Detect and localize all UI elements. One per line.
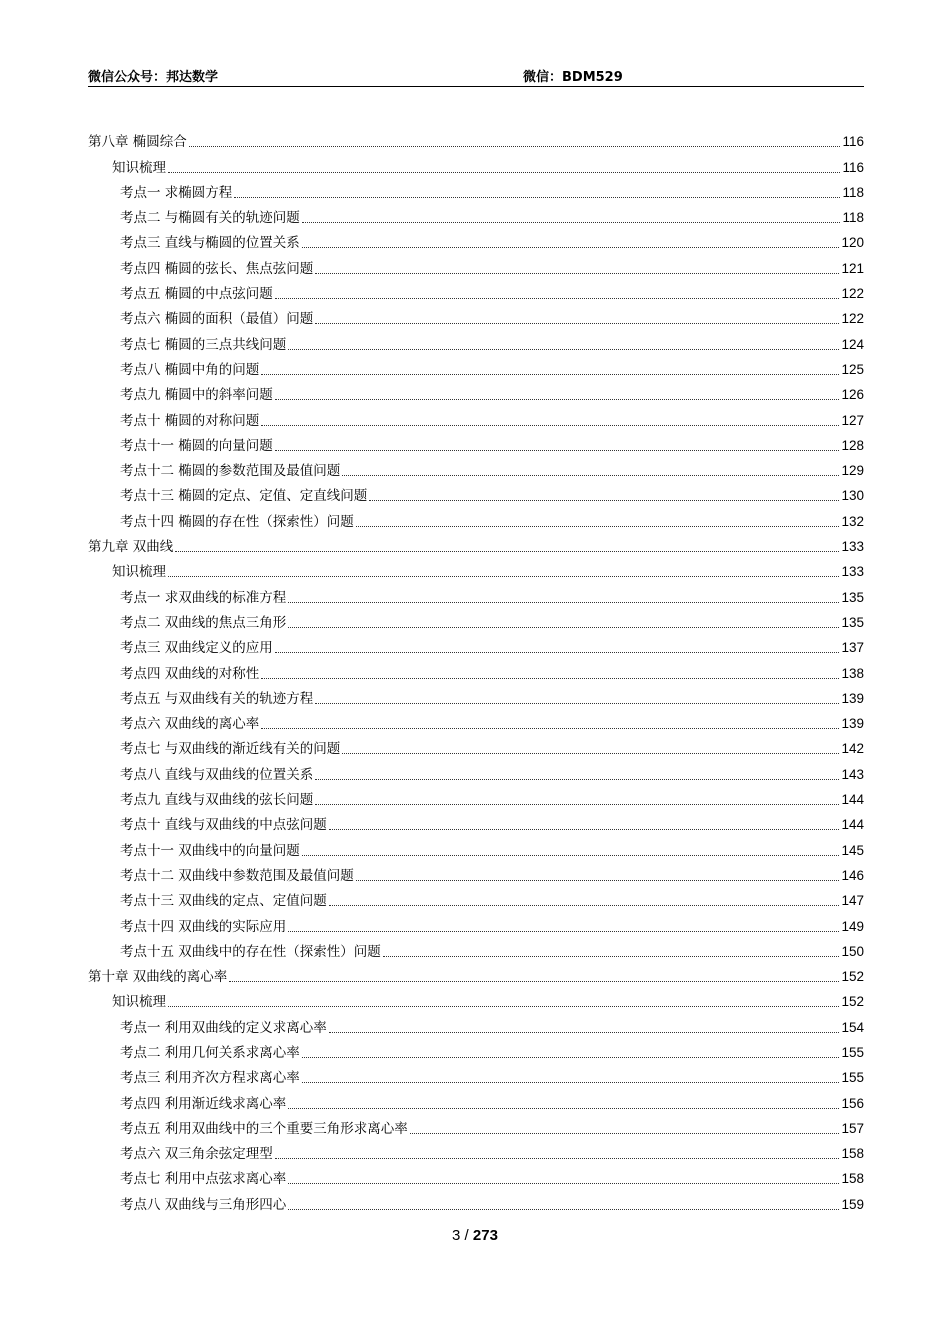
toc-topic-entry[interactable] [88, 1113, 864, 1138]
toc-entry-title: 第十章 双曲线的离心率 [88, 969, 228, 986]
toc-entry-page: 152 [841, 969, 864, 985]
toc-dot-leader [356, 526, 840, 527]
toc-dot-leader [369, 500, 839, 501]
toc-entry-page: 125 [841, 361, 864, 377]
toc-entry-page: 144 [841, 817, 864, 833]
toc-entry-title: 考点八 双曲线与三角形四心 [120, 1196, 287, 1213]
toc-dot-leader [288, 1209, 839, 1210]
toc-entry-title: 考点十一 椭圆的向量问题 [120, 437, 273, 454]
toc-topic-entry[interactable] [88, 505, 864, 530]
toc-topic-entry[interactable] [88, 328, 864, 353]
toc-entry-title: 考点三 直线与椭圆的位置关系 [120, 235, 300, 252]
total-pages: 273 [472, 1227, 498, 1244]
toc-entry-title: 考点九 直线与双曲线的弦长问题 [120, 792, 314, 809]
current-page: 3 [452, 1227, 461, 1244]
toc-overview-entry[interactable] [88, 556, 864, 581]
toc-entry-title: 考点五 与双曲线有关的轨迹方程 [120, 690, 314, 707]
toc-topic-entry[interactable] [88, 430, 864, 455]
toc-topic-entry[interactable] [88, 1011, 864, 1036]
toc-entry-page: 130 [841, 488, 864, 504]
toc-topic-entry[interactable] [88, 885, 864, 910]
toc-entry-page: 124 [841, 336, 864, 352]
toc-dot-leader [342, 753, 839, 754]
toc-entry-title: 考点四 椭圆的弦长、焦点弦问题 [120, 260, 314, 277]
toc-entry-title: 考点八 椭圆中角的问题 [120, 361, 260, 378]
toc-entry-page: 116 [842, 159, 864, 175]
toc-entry-title: 考点十三 椭圆的定点、定值、定直线问题 [120, 488, 368, 505]
toc-topic-entry[interactable] [88, 480, 864, 505]
toc-dot-leader [356, 880, 840, 881]
toc-entry-title: 知识梳理 [112, 564, 166, 581]
toc-topic-entry[interactable] [88, 1138, 864, 1163]
toc-dot-leader [315, 323, 839, 324]
toc-topic-entry[interactable] [88, 860, 864, 885]
toc-topic-entry[interactable] [88, 379, 864, 404]
toc-dot-leader [383, 956, 840, 957]
toc-chapter-entry[interactable] [88, 961, 864, 986]
toc-entry-title: 考点十二 椭圆的参数范围及最值问题 [120, 463, 341, 480]
toc-topic-entry[interactable] [88, 809, 864, 834]
toc-topic-entry[interactable] [88, 784, 864, 809]
toc-entry-title: 考点十一 双曲线中的向量问题 [120, 842, 300, 859]
toc-dot-leader [288, 1108, 839, 1109]
toc-entry-title: 考点五 椭圆的中点弦问题 [120, 286, 273, 303]
toc-entry-page: 120 [841, 235, 864, 251]
toc-entry-page: 127 [841, 412, 864, 428]
toc-entry-page: 116 [842, 134, 864, 150]
toc-topic-entry[interactable] [88, 581, 864, 606]
toc-entry-page: 129 [841, 463, 864, 479]
toc-entry-page: 122 [841, 286, 864, 302]
toc-topic-entry[interactable] [88, 632, 864, 657]
toc-dot-leader [229, 981, 839, 982]
toc-entry-page: 145 [841, 842, 864, 858]
toc-entry-page: 121 [841, 260, 864, 276]
toc-entry-page: 139 [841, 716, 864, 732]
table-of-contents [88, 126, 864, 1214]
toc-entry-page: 133 [841, 564, 864, 580]
toc-entry-title: 第九章 双曲线 [88, 539, 174, 556]
toc-entry-page: 139 [841, 690, 864, 706]
toc-entry-title: 考点三 利用齐次方程求离心率 [120, 1070, 300, 1087]
toc-entry-page: 138 [841, 665, 864, 681]
toc-entry-title: 考点六 双曲线的离心率 [120, 716, 260, 733]
toc-topic-entry[interactable] [88, 1163, 864, 1188]
toc-topic-entry[interactable] [88, 683, 864, 708]
toc-entry-page: 137 [841, 640, 864, 656]
toc-dot-leader [302, 1082, 840, 1083]
toc-dot-leader [288, 931, 839, 932]
toc-topic-entry[interactable] [88, 936, 864, 961]
toc-entry-title: 考点七 与双曲线的渐近线有关的问题 [120, 741, 341, 758]
toc-entry-title: 考点七 椭圆的三点共线问题 [120, 336, 287, 353]
toc-dot-leader [168, 576, 839, 577]
toc-dot-leader [410, 1133, 840, 1134]
toc-entry-page: 118 [842, 184, 864, 200]
toc-entry-page: 158 [841, 1171, 864, 1187]
page-header [88, 66, 864, 86]
toc-topic-entry[interactable] [88, 278, 864, 303]
toc-entry-page: 144 [841, 792, 864, 808]
toc-entry-page: 128 [841, 437, 864, 453]
toc-entry-page: 149 [841, 918, 864, 934]
toc-dot-leader [329, 829, 840, 830]
toc-dot-leader [315, 273, 839, 274]
toc-dot-leader [288, 627, 839, 628]
toc-entry-title: 考点十 直线与双曲线的中点弦问题 [120, 817, 327, 834]
toc-topic-entry[interactable] [88, 1188, 864, 1213]
toc-topic-entry[interactable] [88, 252, 864, 277]
toc-entry-title: 知识梳理 [112, 994, 166, 1011]
toc-topic-entry[interactable] [88, 733, 864, 758]
toc-dot-leader [261, 678, 839, 679]
toc-dot-leader [168, 1006, 839, 1007]
toc-entry-title: 考点九 椭圆中的斜率问题 [120, 387, 273, 404]
toc-entry-page: 147 [841, 893, 864, 909]
toc-dot-leader [315, 703, 839, 704]
toc-topic-entry[interactable] [88, 1062, 864, 1087]
toc-dot-leader [315, 779, 839, 780]
toc-dot-leader [302, 222, 841, 223]
toc-entry-title: 考点十 椭圆的对称问题 [120, 412, 260, 429]
header-wechat-account: 微信公众号：邦达数学 [88, 70, 219, 85]
toc-entry-page: 152 [841, 994, 864, 1010]
toc-entry-page: 142 [841, 741, 864, 757]
toc-dot-leader [302, 247, 840, 248]
toc-entry-title: 考点十五 双曲线中的存在性（探索性）问题 [120, 943, 381, 960]
toc-entry-page: 126 [841, 387, 864, 403]
toc-overview-entry[interactable] [88, 986, 864, 1011]
toc-entry-title: 考点七 利用中点弦求离心率 [120, 1171, 287, 1188]
toc-topic-entry[interactable] [88, 1087, 864, 1112]
toc-dot-leader [288, 349, 839, 350]
toc-topic-entry[interactable] [88, 177, 864, 202]
toc-entry-page: 135 [841, 614, 864, 630]
toc-dot-leader [329, 1032, 840, 1033]
toc-dot-leader [189, 146, 841, 147]
toc-entry-title: 考点六 双三角余弦定理型 [120, 1146, 273, 1163]
toc-dot-leader [342, 475, 839, 476]
toc-entry-title: 考点一 求椭圆方程 [120, 184, 233, 201]
toc-dot-leader [329, 905, 840, 906]
toc-topic-entry[interactable] [88, 202, 864, 227]
toc-dot-leader [275, 652, 840, 653]
toc-topic-entry[interactable] [88, 910, 864, 935]
toc-dot-leader [234, 197, 840, 198]
toc-entry-page: 143 [841, 766, 864, 782]
toc-entry-title: 考点四 双曲线的对称性 [120, 665, 260, 682]
toc-dot-leader [261, 425, 839, 426]
toc-entry-title: 考点一 求双曲线的标准方程 [120, 589, 287, 606]
toc-dot-leader [275, 399, 840, 400]
page-number [0, 1227, 950, 1244]
toc-topic-entry[interactable] [88, 455, 864, 480]
toc-entry-title: 考点五 利用双曲线中的三个重要三角形求离心率 [120, 1120, 408, 1137]
toc-entry-page: 158 [841, 1146, 864, 1162]
toc-topic-entry[interactable] [88, 303, 864, 328]
toc-entry-title: 考点十二 双曲线中参数范围及最值问题 [120, 867, 354, 884]
toc-entry-page: 146 [841, 867, 864, 883]
page-separator: / [460, 1227, 473, 1244]
toc-dot-leader [315, 804, 839, 805]
header-divider [88, 86, 864, 87]
toc-entry-page: 118 [842, 210, 864, 226]
toc-dot-leader [175, 551, 839, 552]
toc-entry-title: 考点三 双曲线定义的应用 [120, 640, 273, 657]
toc-entry-title: 考点十四 椭圆的存在性（探索性）问题 [120, 513, 354, 530]
toc-entry-title: 考点十三 双曲线的定点、定值问题 [120, 893, 327, 910]
toc-entry-page: 150 [841, 943, 864, 959]
toc-topic-entry[interactable] [88, 404, 864, 429]
toc-dot-leader [275, 298, 840, 299]
toc-dot-leader [288, 1183, 839, 1184]
toc-entry-title: 考点二 双曲线的焦点三角形 [120, 614, 287, 631]
toc-dot-leader [261, 728, 839, 729]
toc-dot-leader [168, 172, 840, 173]
toc-dot-leader [302, 1057, 840, 1058]
toc-entry-title: 考点二 利用几何关系求离心率 [120, 1044, 300, 1061]
toc-chapter-entry[interactable] [88, 531, 864, 556]
toc-dot-leader [275, 450, 840, 451]
toc-dot-leader [261, 374, 839, 375]
toc-dot-leader [275, 1158, 840, 1159]
toc-entry-page: 132 [841, 513, 864, 529]
toc-dot-leader [302, 855, 840, 856]
toc-topic-entry[interactable] [88, 1037, 864, 1062]
toc-entry-title: 考点二 与椭圆有关的轨迹问题 [120, 210, 300, 227]
toc-entry-page: 155 [841, 1070, 864, 1086]
toc-entry-title: 考点六 椭圆的面积（最值）问题 [120, 311, 314, 328]
toc-entry-title: 第八章 椭圆综合 [88, 134, 187, 151]
toc-entry-page: 156 [841, 1095, 864, 1111]
toc-topic-entry[interactable] [88, 657, 864, 682]
toc-dot-leader [288, 602, 839, 603]
toc-topic-entry[interactable] [88, 354, 864, 379]
toc-topic-entry[interactable] [88, 227, 864, 252]
toc-entry-page: 154 [841, 1019, 864, 1035]
toc-entry-page: 157 [841, 1120, 864, 1136]
toc-entry-title: 考点一 利用双曲线的定义求离心率 [120, 1019, 327, 1036]
toc-entry-page: 122 [841, 311, 864, 327]
toc-overview-entry[interactable] [88, 151, 864, 176]
toc-entry-page: 159 [841, 1196, 864, 1212]
toc-topic-entry[interactable] [88, 834, 864, 859]
toc-entry-title: 考点八 直线与双曲线的位置关系 [120, 766, 314, 783]
toc-topic-entry[interactable] [88, 708, 864, 733]
toc-chapter-entry[interactable] [88, 126, 864, 151]
toc-entry-page: 155 [841, 1044, 864, 1060]
toc-topic-entry[interactable] [88, 607, 864, 632]
toc-entry-title: 考点十四 双曲线的实际应用 [120, 918, 287, 935]
toc-entry-page: 133 [841, 539, 864, 555]
toc-entry-page: 135 [841, 589, 864, 605]
toc-entry-title: 知识梳理 [112, 159, 166, 176]
header-wechat-id: 微信：BDM529 [523, 70, 623, 85]
toc-topic-entry[interactable] [88, 758, 864, 783]
toc-entry-title: 考点四 利用渐近线求离心率 [120, 1095, 287, 1112]
